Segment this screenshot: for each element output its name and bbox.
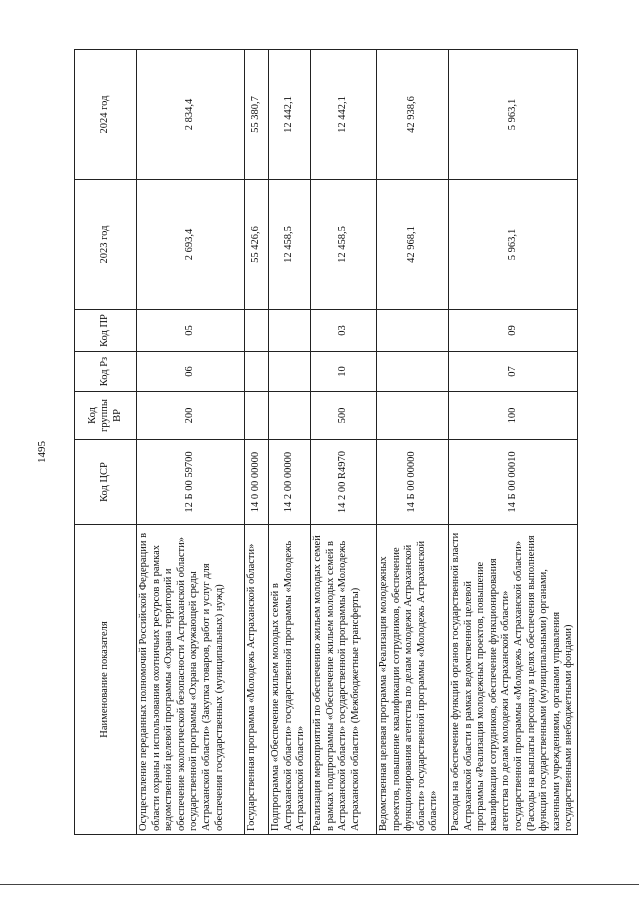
row-2023: 5 963,1 xyxy=(449,180,578,310)
header-csr: Код ЦСР xyxy=(75,440,137,525)
row-2024: 42 938,6 xyxy=(377,50,449,180)
table-row xyxy=(269,50,311,835)
rotated-table-container xyxy=(74,50,575,835)
row-pr: 09 xyxy=(449,310,578,352)
row-name: Государственная программа «Молодежь Астраханской области» xyxy=(245,525,269,835)
budget-table xyxy=(74,49,578,835)
row-rz: 07 xyxy=(449,352,578,392)
row-csr: 12 Б 00 59700 xyxy=(137,440,245,525)
row-2023: 12 458,5 xyxy=(311,180,377,310)
row-2023: 12 458,5 xyxy=(269,180,311,310)
row-vr: 100 xyxy=(449,392,578,440)
row-pr: 05 xyxy=(137,310,245,352)
table-row xyxy=(137,50,245,835)
row-vr xyxy=(377,392,449,440)
table-row xyxy=(245,50,269,835)
table-row xyxy=(311,50,377,835)
row-vr xyxy=(245,392,269,440)
header-rz: Код Рз xyxy=(75,352,137,392)
row-2024: 55 380,7 xyxy=(245,50,269,180)
row-rz xyxy=(245,352,269,392)
row-pr xyxy=(245,310,269,352)
header-name: Наименование показателя xyxy=(75,525,137,835)
row-vr: 500 xyxy=(311,392,377,440)
row-pr xyxy=(269,310,311,352)
row-2023: 2 693,4 xyxy=(137,180,245,310)
header-pr: Код ПР xyxy=(75,310,137,352)
table-row xyxy=(377,50,449,835)
row-vr xyxy=(269,392,311,440)
row-pr xyxy=(377,310,449,352)
header-2023: 2023 год xyxy=(75,180,137,310)
bottom-rule xyxy=(0,884,639,885)
row-rz xyxy=(377,352,449,392)
row-2023: 55 426,6 xyxy=(245,180,269,310)
row-rz: 10 xyxy=(311,352,377,392)
table-row xyxy=(449,50,578,835)
header-row xyxy=(75,50,137,835)
row-rz xyxy=(269,352,311,392)
row-rz: 06 xyxy=(137,352,245,392)
row-2024: 5 963,1 xyxy=(449,50,578,180)
row-2024: 12 442,1 xyxy=(311,50,377,180)
row-2023: 42 968,1 xyxy=(377,180,449,310)
header-2024: 2024 год xyxy=(75,50,137,180)
row-csr: 14 Б 00 00000 xyxy=(377,440,449,525)
row-name: Расходы на обеспечение функций органов государственной власти Астраханской области в рамках ведомственной целевой программы «Реализация молодежных проектов, повышение квалификации сотрудников, обеспечение функционирования агентства по делам молодежи Астраханской области» государственной программы «Молодежь Астраханской области» (Расходы на выплаты персоналу в целях обеспечения выполнения функций государственными (муниципальными) органами, казенными учреждениями, органами управления государственными внебюджетными фондами) xyxy=(449,525,578,835)
header-vr: Код группы ВР xyxy=(75,392,137,440)
row-2024: 2 834,4 xyxy=(137,50,245,180)
row-csr: 14 0 00 00000 xyxy=(245,440,269,525)
row-pr: 03 xyxy=(311,310,377,352)
row-2024: 12 442,1 xyxy=(269,50,311,180)
row-name: Осуществление переданных полномочий Российской Федерации в области охраны и использования охотничьих ресурсов в рамках ведомственной целевой программы «Охрана территорий и обеспечение экологической безопасности Астраханской области» государственной программы «Охрана окружающей среды Астраханской области» (Закупка товаров, работ и услуг для обеспечения государственных (муниципальных) нужд) xyxy=(137,525,245,835)
row-vr: 200 xyxy=(137,392,245,440)
row-name: Подпрограмма «Обеспечение жильем молодых семей в Астраханской области» государственной программы «Молодежь Астраханской области» xyxy=(269,525,311,835)
row-csr: 14 2 00 R4970 xyxy=(311,440,377,525)
row-name: Реализация мероприятий по обеспечению жильем молодых семей в рамках подпрограммы «Обеспечение жильем молодых семей в Астраханской области» государственной программы «Молодежь Астраханской области» (Межбюджетные трансферты) xyxy=(311,525,377,835)
row-name: Ведомственная целевая программа «Реализация молодежных проектов, повышение квалификации сотрудников, обеспечение функционирования агентства по делам молодежи Астраханской области» государственной программы «Молодежь Астраханской области» xyxy=(377,525,449,835)
page-number: 1495 xyxy=(36,441,48,463)
row-csr: 14 Б 00 00010 xyxy=(449,440,578,525)
row-csr: 14 2 00 00000 xyxy=(269,440,311,525)
